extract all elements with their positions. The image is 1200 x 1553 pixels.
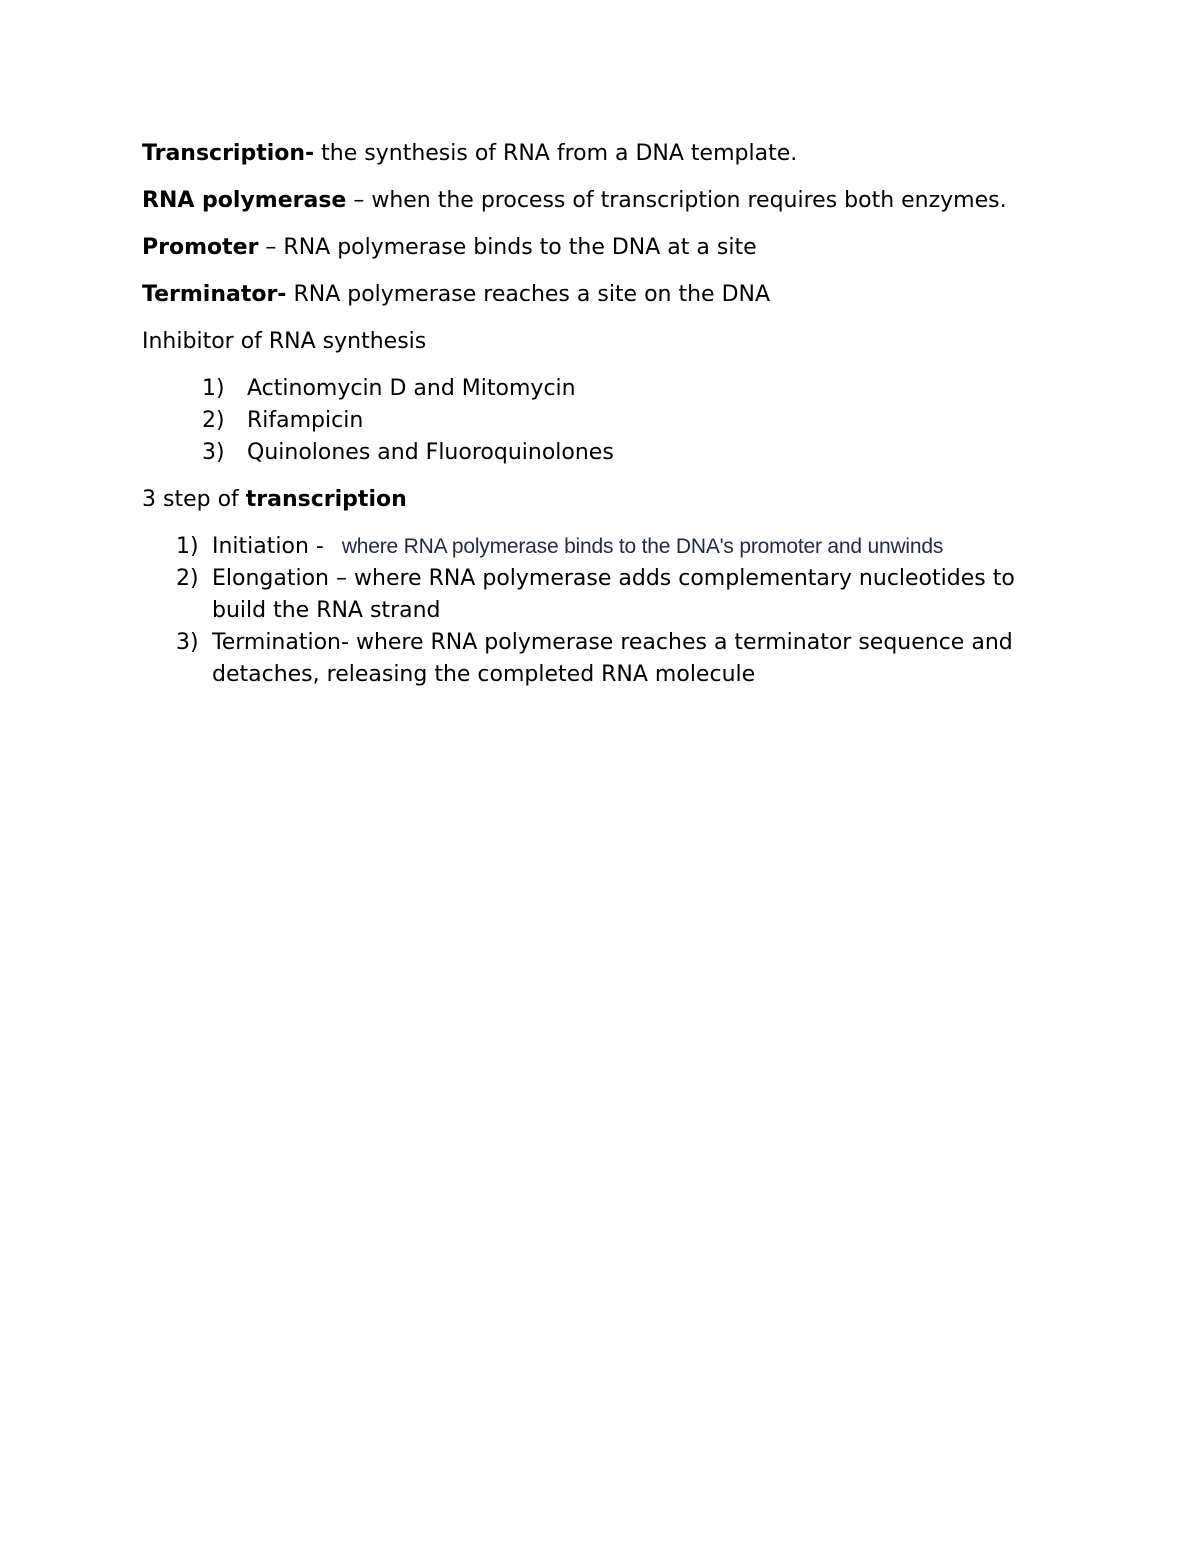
definition-text: – when the process of transcription requires both enzymes. xyxy=(346,188,1007,213)
list-number: 1) xyxy=(176,534,199,559)
steps-heading-prefix: 3 step of xyxy=(142,487,246,512)
definition-text: – RNA polymerase binds to the DNA at a site xyxy=(258,235,757,260)
definition-terminator xyxy=(142,279,1062,311)
definition-term: Promoter xyxy=(142,235,259,260)
list-item xyxy=(142,405,1062,437)
document-page xyxy=(142,138,1062,706)
definition-term: Transcription- xyxy=(142,141,315,166)
step-label: Termination- xyxy=(212,630,349,655)
step-text: – where RNA polymerase adds complementary nucleotides to build the RNA strand xyxy=(212,566,1015,623)
steps-heading-bold: transcription xyxy=(245,487,407,512)
list-number: 3) xyxy=(176,630,199,655)
definition-rna-polymerase xyxy=(142,185,1062,217)
list-item-text: Rifampicin xyxy=(247,408,364,433)
list-item xyxy=(142,563,1062,627)
definition-transcription xyxy=(142,138,1062,170)
definition-text: RNA polymerase reaches a site on the DNA xyxy=(286,282,771,307)
list-item-body xyxy=(212,531,1062,563)
steps-list xyxy=(142,531,1062,691)
list-number: 2) xyxy=(202,408,225,433)
list-number: 1) xyxy=(202,376,225,401)
list-item xyxy=(142,531,1062,563)
step-text: where RNA polymerase reaches a terminator sequence and detaches, releasing the completed RNA molecule xyxy=(212,630,1013,687)
inhibitors-list xyxy=(142,373,1062,469)
list-item-body xyxy=(212,627,1062,691)
step-label: Initiation - xyxy=(212,534,324,559)
list-item-body xyxy=(212,563,1062,627)
list-item-text: Quinolones and Fluoroquinolones xyxy=(247,440,614,465)
definition-promoter xyxy=(142,232,1062,264)
definition-term: RNA polymerase xyxy=(142,188,347,213)
list-item-text: Actinomycin D and Mitomycin xyxy=(247,376,576,401)
list-number: 2) xyxy=(176,566,199,591)
list-number: 3) xyxy=(202,440,225,465)
definition-text: the synthesis of RNA from a DNA template. xyxy=(314,141,798,166)
step-text: where RNA polymerase binds to the DNA's promoter and unwinds xyxy=(341,535,944,558)
list-item xyxy=(142,437,1062,469)
step-label: Elongation xyxy=(212,566,330,591)
inhibitors-heading: Inhibitor of RNA synthesis xyxy=(142,329,427,354)
list-item xyxy=(142,627,1062,691)
steps-heading xyxy=(142,484,1062,516)
list-item xyxy=(142,373,1062,405)
definition-term: Terminator- xyxy=(142,282,287,307)
